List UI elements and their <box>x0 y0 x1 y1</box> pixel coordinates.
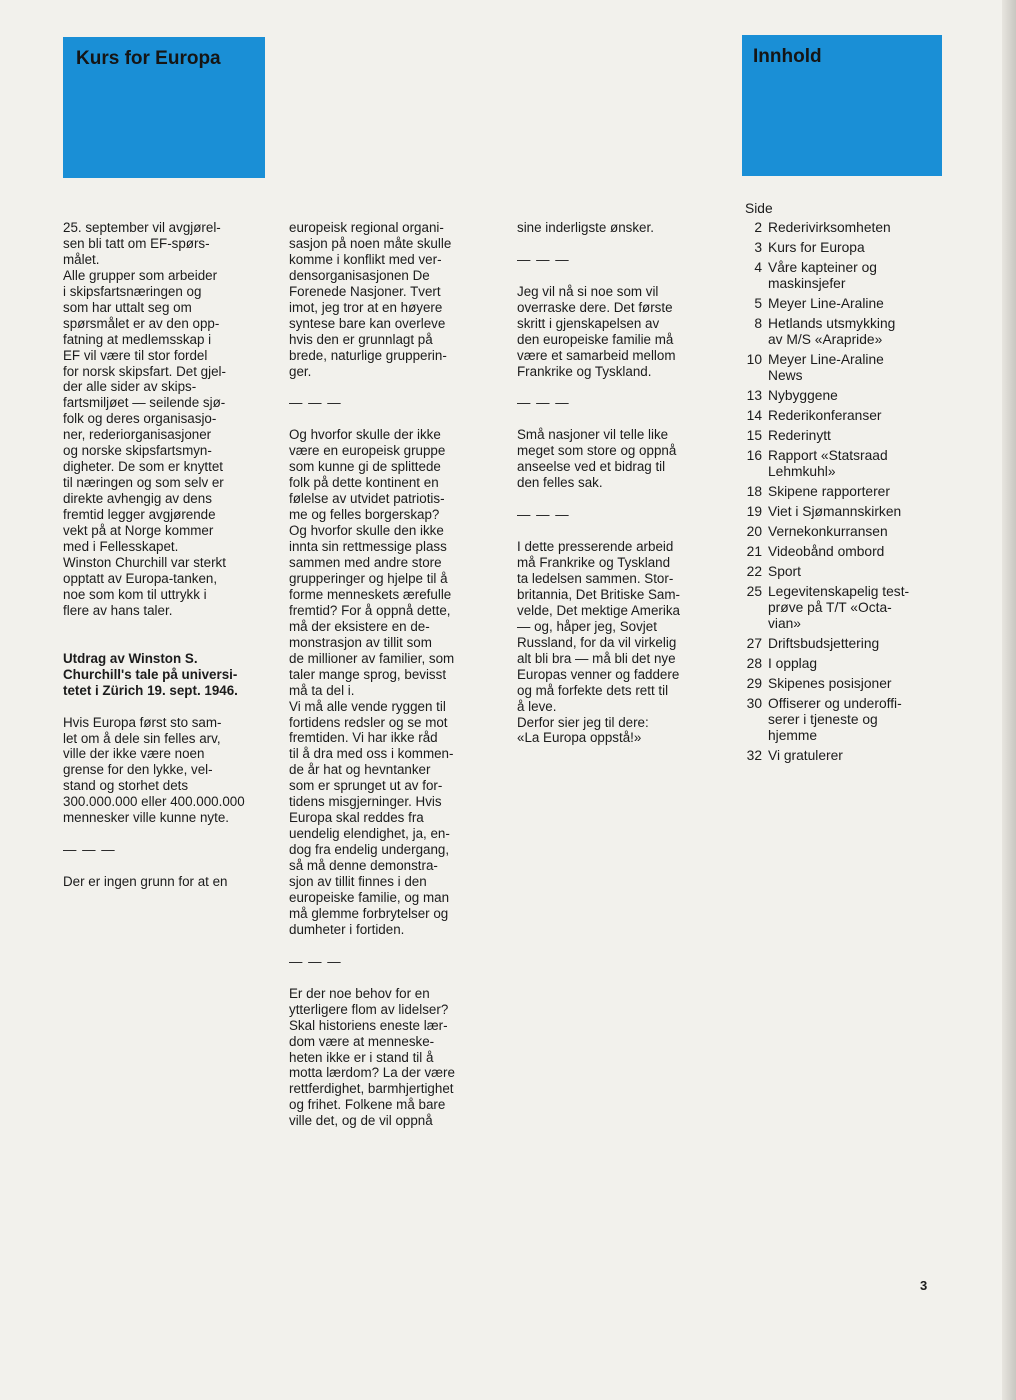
toc-page-number: 13 <box>746 388 762 403</box>
paragraph: europeisk regional organi- sasjon på noen måte skulle komme i konflikt med ver- densorganisasjonen De Forenede Nasjoner. Tvert imot, jeg tror at en høyere syntese bare kan overleve hvis den er grunnlagt på brede, naturlige grupperin- ger. <box>289 219 452 379</box>
toc-item <box>745 260 945 292</box>
toc-entry-title: Hetlands utsmykking av M/S «Arapride» <box>768 316 896 347</box>
toc-item <box>745 448 945 480</box>
toc-entry-title: Rederikonferanser <box>768 408 882 423</box>
toc-item <box>745 428 945 444</box>
paragraph: sine inderligste ønsker. <box>517 219 654 235</box>
section-divider: — — — <box>517 251 570 267</box>
toc-page-number: 2 <box>754 220 762 235</box>
toc-item <box>745 220 945 236</box>
toc-item <box>745 296 945 312</box>
toc-entry-title: Sport <box>768 564 801 579</box>
toc-item <box>745 656 945 672</box>
paragraph: Er der noe behov for en ytterligere flom av lidelser? Skal historiens eneste lær- dom være at menneske- heten ikke er i stand til å motta lærdom? La der være rettferdighet, barmhjertighet og frihet. Folkene må bare ville det, og de vil oppnå <box>289 985 455 1129</box>
toc-page-number: 28 <box>746 656 762 671</box>
toc-item <box>745 676 945 692</box>
toc-title-box <box>742 35 942 176</box>
toc-item <box>745 636 945 652</box>
toc-page-number: 22 <box>746 564 762 579</box>
section-divider: — — — <box>63 842 116 858</box>
article-title-box <box>63 37 265 178</box>
toc-page-number: 16 <box>746 448 762 463</box>
toc-page-number: 27 <box>746 636 762 651</box>
toc-entry-title: I opplag <box>768 656 818 671</box>
article-column-3 <box>517 204 727 762</box>
paragraph: 25. september vil avgjørel- sen bli tatt om EF-spørs- målet. Alle grupper som arbeider i skipsfartsnæringen og som har uttalt seg om spørsmålet er av den opp- fatning at medlemsskap i EF vil være til stor fordel for norsk skipsfart. Det gjel- der alle sider av skips- fartsmiljøet — seilende sjø- folk og deres organisasjo- ner, rederiorganisasjoner og norske skipsfartsmyn- digheter. De som er knyttet til næringen og som selv er direkte avhengig av dens fremtid legger avgjørende vekt på at Norge kommer med i Fellesskapet. Winston Churchill var sterkt opptatt av Europa-tanken, noe som kom til uttrykk i flere av hans taler. <box>63 219 226 618</box>
toc-item <box>745 584 945 632</box>
toc-page-number: 25 <box>746 584 762 599</box>
toc-page-number: 18 <box>746 484 762 499</box>
section-divider: — — — <box>289 953 342 969</box>
toc-entry-title: Skipene rapporterer <box>768 484 890 499</box>
toc-item <box>745 240 945 256</box>
article-column-2 <box>289 204 497 1145</box>
toc-item <box>745 408 945 424</box>
toc-page-number: 4 <box>754 260 762 275</box>
article-title: Kurs for Europa <box>76 48 221 69</box>
toc-entry-title: Driftsbudsjettering <box>768 636 880 651</box>
toc-page-number: 20 <box>746 524 762 539</box>
toc-page-number: 19 <box>746 504 762 519</box>
toc-page-number: 10 <box>746 352 762 367</box>
toc-item <box>745 564 945 580</box>
toc-entry-title: Rederinytt <box>768 428 831 443</box>
toc-entry-title: Kurs for Europa <box>768 240 865 255</box>
toc-side-label: Side <box>745 201 773 216</box>
toc-entry-title: Vernekonkurransen <box>768 524 888 539</box>
toc-item <box>745 544 945 560</box>
toc-page-number: 15 <box>746 428 762 443</box>
article-column-1 <box>63 204 269 906</box>
toc-title: Innhold <box>753 46 822 67</box>
page-edge <box>1002 0 1016 1400</box>
paragraph: Jeg vil nå si noe som vil overraske dere. Det første skritt i gjenskapelsen av den europeiske familie må være et samarbeid mellom Frankrike og Tyskland. <box>517 283 676 379</box>
toc-entry-title: Meyer Line-Araline <box>768 296 884 311</box>
paragraph: Der er ingen grunn for at en <box>63 874 228 890</box>
toc-item <box>745 696 945 744</box>
section-divider: — — — <box>517 395 570 411</box>
toc-entry-title: Vi gratulerer <box>768 748 843 763</box>
toc-page-number: 5 <box>754 296 762 311</box>
paragraph: Og hvorfor skulle der ikke være en europeisk gruppe som kunne gi de splittede folk på dette kontinent en følelse av utvidet patriotis- me og felles borgerskap? Og hvorfor skulle den ikke innta sin rettmessige plass sammen med andre store grupperinger og hjelpe til å forme menneskets ærefulle fremtid? For å oppnå dette, må der eksistere en de- monstrasjon av tillit som de millioner av familier, som taler mange sprog, bevisst må ta del i. Vi må alle vende ryggen til fortidens redsler og se mot fremtiden. Vi har ikke råd til å dra med oss i kommen- de år hat og hevntanker som er sprunget ut av for- tidens misgjerninger. Hvis Europa skal reddes fra uendelig elendighet, ja, en- dog fra endelig undergang, så må denne demonstra- sjon av tillit finnes i den europeiske familie, og man må glemme forbrytelser og dumheter i fortiden. <box>289 427 455 937</box>
toc-page-number: 14 <box>746 408 762 423</box>
toc-entry-title: Skipenes posisjoner <box>768 676 892 691</box>
paragraph: Små nasjoner vil telle like meget som store og oppnå anseelse ved et bidrag til den felles sak. <box>517 427 677 491</box>
toc-page-number: 30 <box>746 696 762 711</box>
toc-entry-title: Rederivirksomheten <box>768 220 891 235</box>
toc-item <box>745 524 945 540</box>
toc-page-number: 3 <box>754 240 762 255</box>
toc-page-number: 29 <box>746 676 762 691</box>
page-number: 3 <box>920 1278 928 1293</box>
paragraph: Hvis Europa først sto sam- let om å dele sin felles arv, ville der ikke være noen grense for den lykke, vel- stand og storhet dets 300.000.000 eller 400.000.000 mennesker ville kunne nyte. <box>63 714 245 826</box>
toc-item <box>745 484 945 500</box>
table-of-contents <box>745 201 945 768</box>
paragraph: I dette presserende arbeid må Frankrike og Tyskland ta ledelsen sammen. Stor- britannia, Det Britiske Sam- velde, Det mektige Amerika — og, håper jeg, Sovjet Russland, for da vil virkelig alt bli bra — må bli det nye Europas venner og faddere og må forfekte dets rett til å leve. Derfor sier jeg til dere: «La Europa oppstå!» <box>517 539 680 746</box>
toc-entry-title: Videobånd ombord <box>768 544 885 559</box>
toc-entry-title: Meyer Line-Araline News <box>768 352 884 383</box>
toc-item <box>745 504 945 520</box>
toc-list <box>745 220 945 764</box>
toc-entry-title: Legevitenskapelig test- prøve på T/T «Octa- vian» <box>768 584 910 631</box>
toc-page-number: 21 <box>746 544 762 559</box>
toc-page-number: 32 <box>746 748 762 763</box>
speech-heading: Utdrag av Winston S. Churchill's tale på universi- tetet i Zürich 19. sept. 1946. <box>63 650 238 698</box>
section-divider: — — — <box>289 395 342 411</box>
toc-entry-title: Viet i Sjømannskirken <box>768 504 902 519</box>
section-divider: — — — <box>517 507 570 523</box>
toc-entry-title: Våre kapteiner og maskinsjefer <box>768 260 877 291</box>
toc-page-number: 8 <box>754 316 762 331</box>
toc-entry-title: Offiserer og underoffi- serer i tjeneste og hjemme <box>768 696 902 743</box>
toc-entry-title: Nybyggene <box>768 388 838 403</box>
toc-item <box>745 388 945 404</box>
toc-item <box>745 352 945 384</box>
toc-entry-title: Rapport «Statsraad Lehmkuhl» <box>768 448 888 479</box>
toc-item <box>745 316 945 348</box>
toc-item <box>745 748 945 764</box>
